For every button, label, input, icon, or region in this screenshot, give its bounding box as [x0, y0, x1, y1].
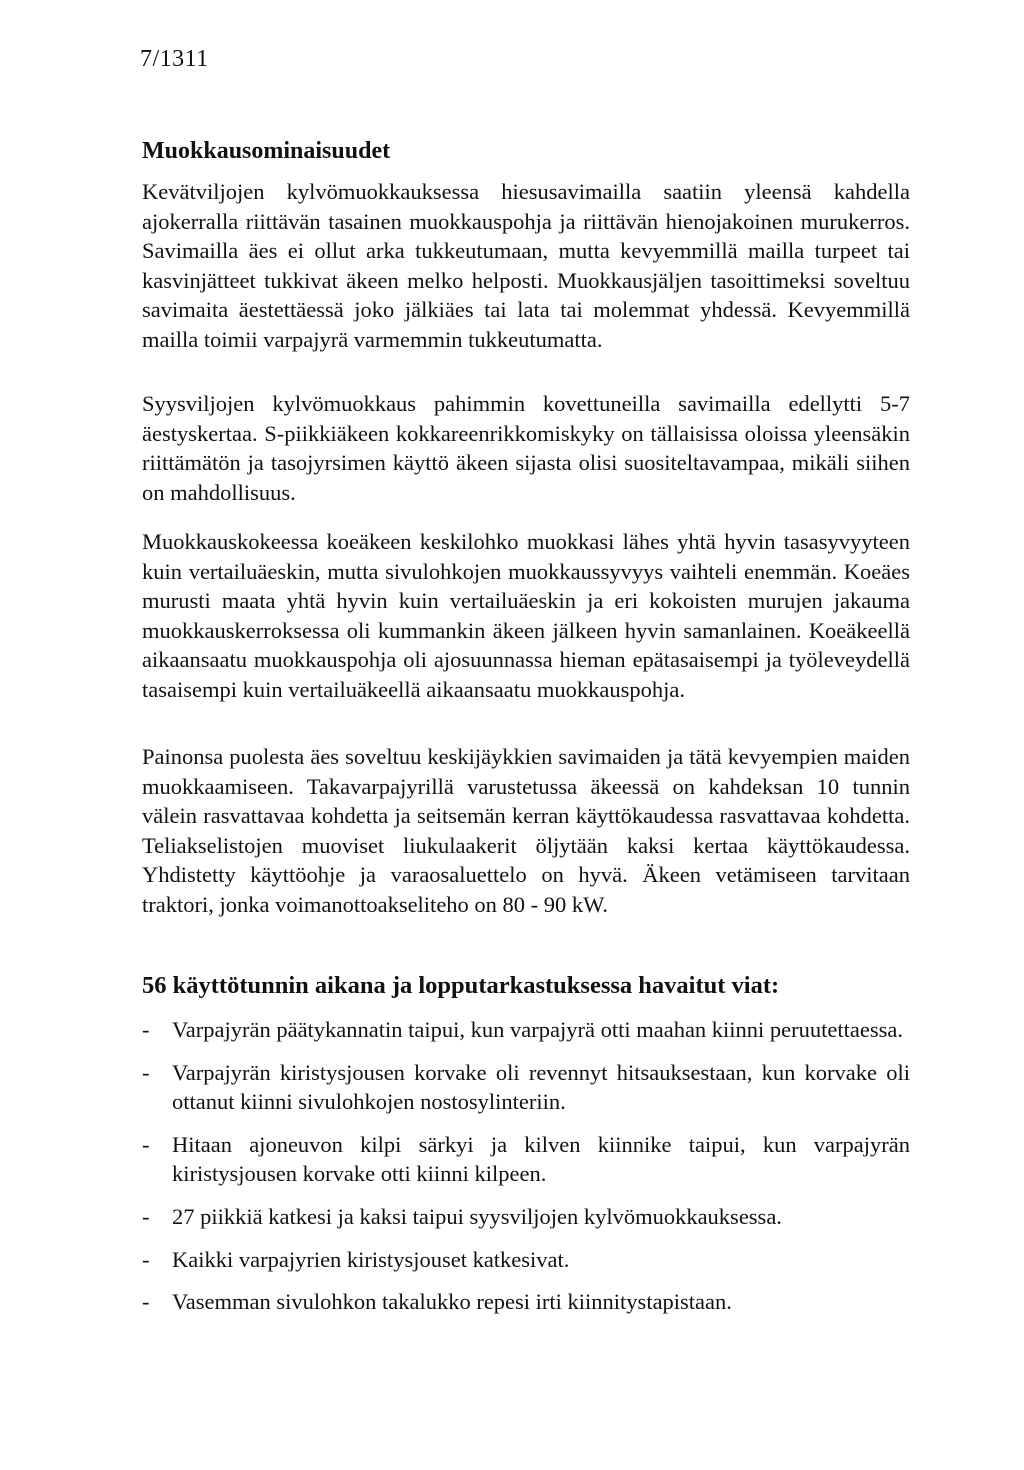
list-bullet: - — [142, 1289, 150, 1315]
list-item — [142, 1202, 910, 1232]
list-item — [142, 1015, 910, 1045]
page-number: 7/1311 — [140, 46, 209, 72]
paragraph-test-results: Muokkauskokeessa koeäkeen keskilohko muokkasi lähes yhtä hyvin tasasyvyyteen kuin vertailuäeskin, mutta sivulohkojen muokkaussyvyys vaihteli enemmän. Koeäes murusti maata yhtä hyvin kuin vertailuäeskin ja eri kokoisten murujen jakauma muokkauskerroksessa oli kummankin äkeen jälkeen hyvin samanlainen. Koeäkeellä aikaansaatu muokkauspohja oli ajosuunnassa hieman epätasaisempi ja työleveydellä tasaisempi kuin vertailuäkeellä aikaansaatu muokkauspohja. — [142, 529, 910, 702]
list-item — [142, 1130, 910, 1189]
list-item — [142, 1058, 910, 1117]
list-item — [142, 1245, 910, 1275]
defect-list — [142, 1015, 910, 1330]
list-bullet: - — [142, 1059, 150, 1085]
defect-text: Kaikki varpajyrien kiristysjouset katkesivat. — [172, 1246, 570, 1272]
list-bullet: - — [142, 1246, 150, 1272]
list-bullet: - — [142, 1131, 150, 1157]
list-item — [142, 1287, 910, 1317]
defects-heading: 56 käyttötunnin aikana ja lopputarkastuksessa havaitut viat: — [142, 972, 780, 999]
paragraph-spring-tillage: Kevätviljojen kylvömuokkauksessa hiesusavimailla saatiin yleensä kahdella ajokerralla riittävän tasainen muokkauspohja ja riittävän hienojakoinen murukerros. Savimailla äes ei ollut arka tukkeutumaan, mutta kevyemmillä mailla turpeet tai kasvinjätteet tukkivat äkeen melko helposti. Muokkausjäljen tasoittimeksi soveltuu savimaita äestettäessä joko jälkiäes tai lata tai molemmat yhdessä. Kevyemmillä mailla toimii varpajyrä varmemmin tukkeutumatta. — [142, 179, 910, 352]
defect-text: Vasemman sivulohkon takalukko repesi irti kiinnitystapistaan. — [172, 1289, 732, 1315]
defect-text: Varpajyrän kiristysjousen korvake oli revennyt hitsauksestaan, kun korvake oli ottanut kiinni sivulohkojen nostosylinteriin. — [172, 1059, 910, 1115]
defect-text: 27 piikkiä katkesi ja kaksi taipui syysviljojen kylvömuokkauksessa. — [172, 1203, 782, 1229]
list-bullet: - — [142, 1203, 150, 1229]
paragraph-autumn-tillage: Syysviljojen kylvömuokkaus pahimmin kovettuneilla savimailla edellytti 5-7 äestyskertaa. S-piikkiäkeen kokkareenrikkomiskyky on tällaisissa oloissa yleensäkin riittämätön ja tasojyrsimen käyttö äkeen sijasta olisi suositeltavampaa, mikäli siihen on mahdollisuus. — [142, 391, 910, 505]
defect-text: Varpajyrän päätykannatin taipui, kun varpajyrä otti maahan kiinni peruutettaessa. — [172, 1017, 903, 1042]
paragraph-weight-maintenance: Painonsa puolesta äes soveltuu keskijäykkien savimaiden ja tätä kevyempien maiden muokkaamiseen. Takavarpajyrillä varustetussa äkeessä on kahdeksan 10 tunnin välein rasvattavaa kohdetta ja seitsemän kerran käyttökaudessa rasvattavaa kohdetta. Teliakselistojen muoviset liukulaakerit öljytään kaksi kertaa käyttökaudessa. Yhdistetty käyttöohje ja varaosaluettelo on hyvä. Äkeen vetämiseen tarvitaan traktori, jonka voimanottoakseliteho on 80 - 90 kW. — [142, 744, 910, 917]
list-bullet: - — [142, 1017, 150, 1042]
section-heading: Muokkausominaisuudet — [142, 138, 391, 164]
defect-text: Hitaan ajoneuvon kilpi särkyi ja kilven kiinnike taipui, kun varpajyrän kiristysjousen korvake otti kiinni kilpeen. — [172, 1131, 910, 1187]
